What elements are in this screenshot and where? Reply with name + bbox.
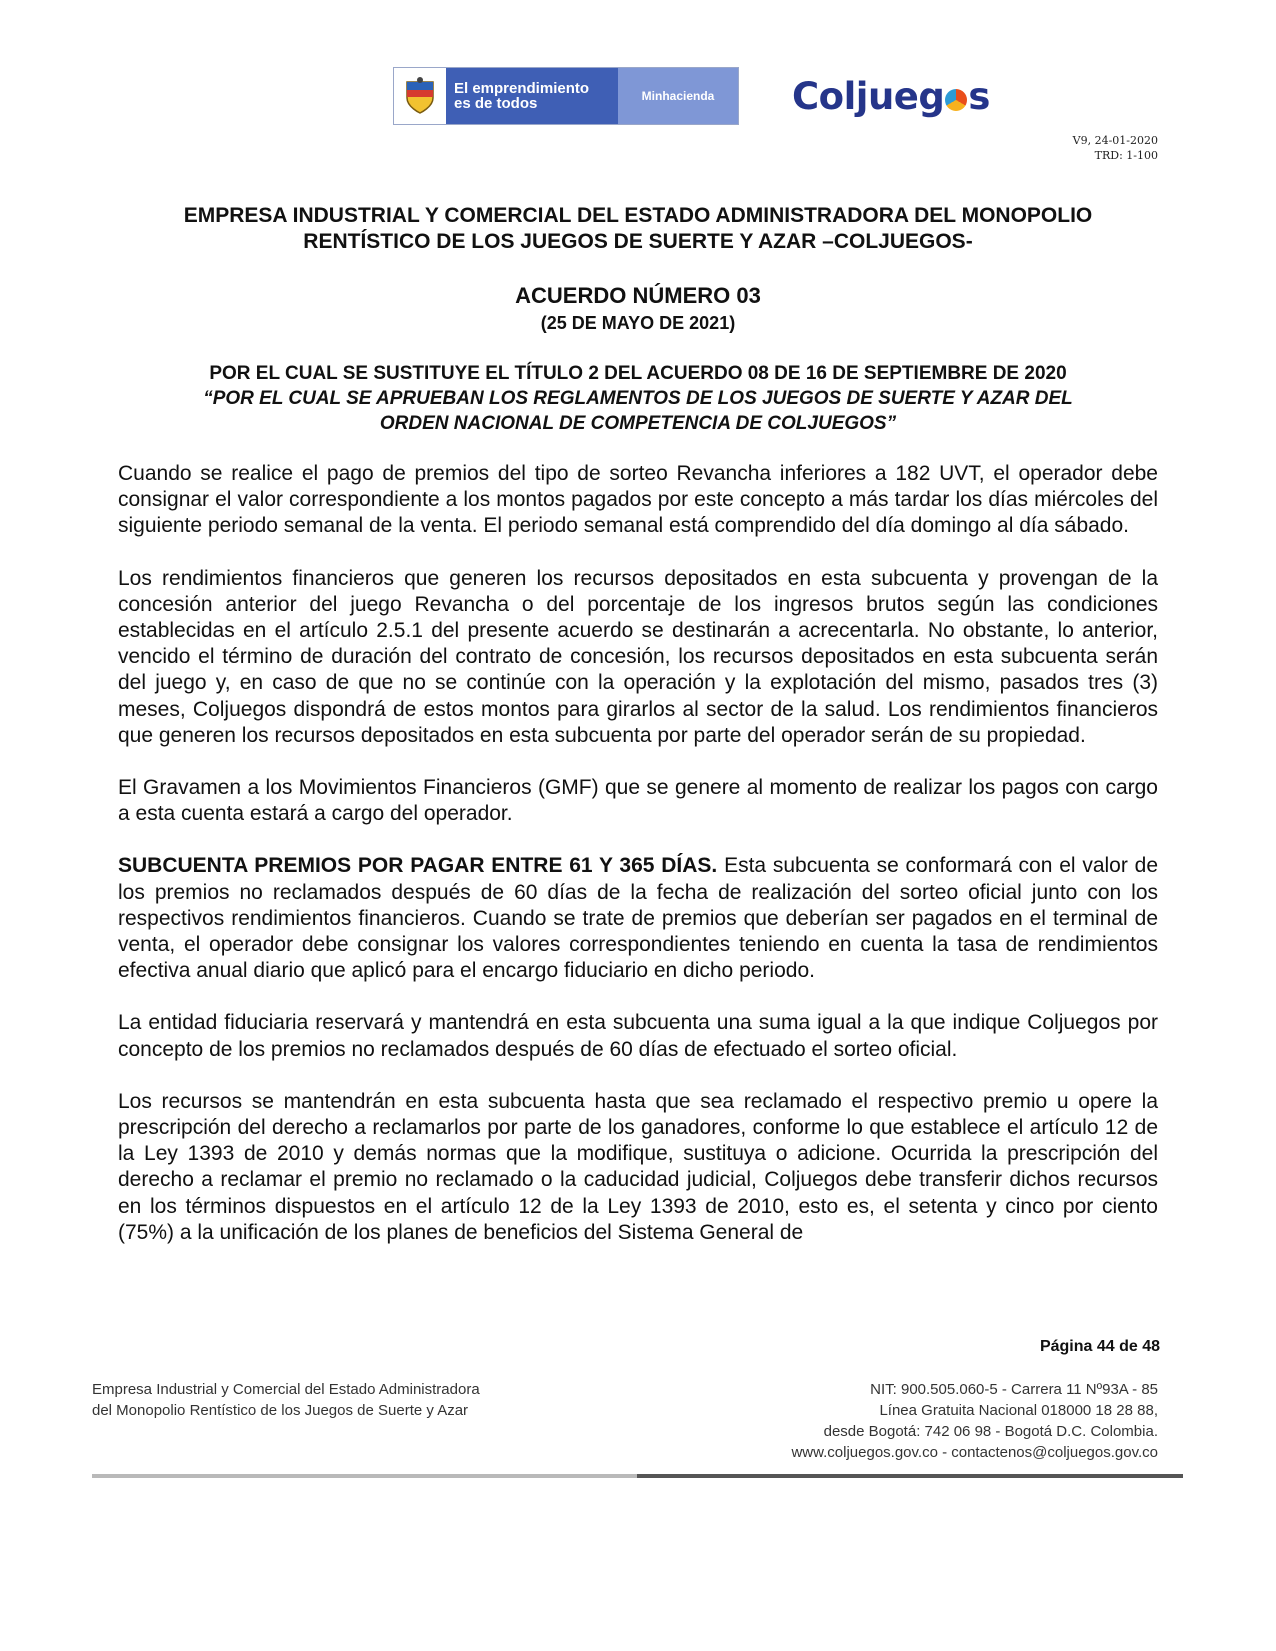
colombia-coat-of-arms-icon [394,68,446,124]
subject-line2: “POR EL CUAL SE APRUEBAN LOS REGLAMENTOS DE LOS JUEGOS DE SUERTE Y AZAR DEL [203,388,1073,409]
entity-title-line2: RENTÍSTICO DE LOS JUEGOS DE SUERTE Y AZAR –COLJUEGOS- [303,230,973,253]
paragraph-financial-returns: Los rendimientos financieros que generen los recursos depositados en esta subcuenta y provengan de la concesión anterior del juego Revancha o del porcentaje de los ingresos brutos según las condiciones establecidas en el artículo 2.5.1 del presente acuerdo se destinarán a acrecentarla. No obstante, lo anterior, vencido el término de duración del contrato de concesión, los recursos depositados en esta subcuenta serán del juego y, en caso de que no se continúe con la operación y la explotación del mismo, pasados tres (3) meses, Coljuegos dispondrá de estos montos para girarlos al sector de la salud. Los rendimientos financieros que generen los recursos depositados en esta subcuenta por parte del operador serán de su propiedad. [118,566,1158,747]
brand-suffix: s [968,75,990,118]
footer-hotline: Línea Gratuita Nacional 018000 18 28 88, [879,1402,1158,1419]
document-body [118,461,1158,1246]
agreement-number: ACUERDO NÚMERO 03 [515,283,761,308]
footer-entity-line2: del Monopolio Rentístico de los Juegos de Suerte y Azar [92,1402,469,1419]
agreement-date: (25 DE MAYO DE 2021) [540,313,736,333]
ministry-name: Minhacienda [618,68,738,124]
coljuegos-logo [792,75,990,118]
subject-line1: POR EL CUAL SE SUSTITUYE EL TÍTULO 2 DEL ACUERDO 08 DE 16 DE SEPTIEMBRE DE 2020 [209,363,1067,384]
footer-contact [791,1379,1158,1463]
gov-slogan-line2: es de todos [454,95,538,112]
government-banner-logo [393,67,739,125]
brand-prefix: Coljueg [792,75,945,118]
paragraph-prescription: Los recursos se mantendrán en esta subcuenta hasta que sea reclamado el respectivo premio u opere la prescripción del derecho a reclamarlos por parte de los ganadores, conforme lo que establece el artículo 12 de la Ley 1393 de 2010 y demás normas que la modifique, sustituya o adicione. Ocurrida la prescripción del derecho a reclamar el premio no reclamado o la caducidad judicial, Coljuegos debe transferir dichos recursos en los términos dispuestos en el artículo 12 de la Ley 1393 de 2010, esto es, el setenta y cinco por ciento (75%) a la unificación de los planes de beneficios del Sistema General de [118,1089,1158,1244]
footer-nit-address: NIT: 900.505.060-5 - Carrera 11 Nº93A - 85 [870,1381,1158,1398]
brand-ball-icon [945,89,967,111]
footer-entity-line1: Empresa Industrial y Comercial del Estado Administradora [92,1381,480,1398]
gov-banner-slogan [446,68,618,124]
agreement-subject [100,361,1176,436]
paragraph-gmf: El Gravamen a los Movimientos Financieros (GMF) que se genere al momento de realizar los pagos con cargo a esta cuenta estará a cargo del operador. [118,776,1158,826]
paragraph-revancha-payment: Cuando se realice el pago de premios del tipo de sorteo Revancha inferiores a 182 UVT, el operador debe consignar el valor correspondiente a los montos pagados por este concepto a más tardar los días miércoles del siguiente periodo semanal de la venta. El periodo semanal está comprendido del día domingo al día sábado. [118,462,1158,538]
version-code: V9, 24-01-2020 [1072,134,1158,147]
footer-web-email: www.coljuegos.gov.co - contactenos@coljuegos.gov.co [791,1444,1158,1461]
footer-divider [92,1474,1183,1478]
paragraph-subaccount-61-365 [118,853,1158,984]
page-number: Página 44 de 48 [1039,1338,1160,1355]
document-version [1073,133,1158,163]
entity-title [100,203,1176,255]
entity-title-line1: EMPRESA INDUSTRIAL Y COMERCIAL DEL ESTADO ADMINISTRADORA DEL MONOPOLIO [183,204,1093,227]
footer-divider-light [92,1474,637,1478]
subaccount-text: Esta subcuenta se conformará con el valor de los premios no reclamados después de 60 días de la fecha de realización del sorteo oficial junto con los respectivos rendimientos financieros. Cuando se trate de premios que deberían ser pagados en el terminal de venta, el operador debe consignar los valores correspondientes teniendo en cuenta la tasa de rendimientos efectiva anual diario que aplicó para el encargo fiduciario en dicho periodo. [118,854,1158,983]
footer-bogota-phone: desde Bogotá: 742 06 98 - Bogotá D.C. Colombia. [823,1423,1158,1440]
footer-divider-dark [637,1474,1183,1478]
subject-line3: ORDEN NACIONAL DE COMPETENCIA DE COLJUEGOS” [379,413,897,434]
gov-slogan-line1: El emprendimiento [454,80,590,97]
trd-code: TRD: 1-100 [1094,149,1158,162]
subaccount-heading: SUBCUENTA PREMIOS POR PAGAR ENTRE 61 Y 365 DÍAS. [118,854,718,878]
footer-entity [92,1379,480,1421]
paragraph-fiduciary: La entidad fiduciaria reservará y mantendrá en esta subcuenta una suma igual a la que indique Coljuegos por concepto de los premios no reclamados después de 60 días de efectuado el sorteo oficial. [118,1011,1158,1061]
